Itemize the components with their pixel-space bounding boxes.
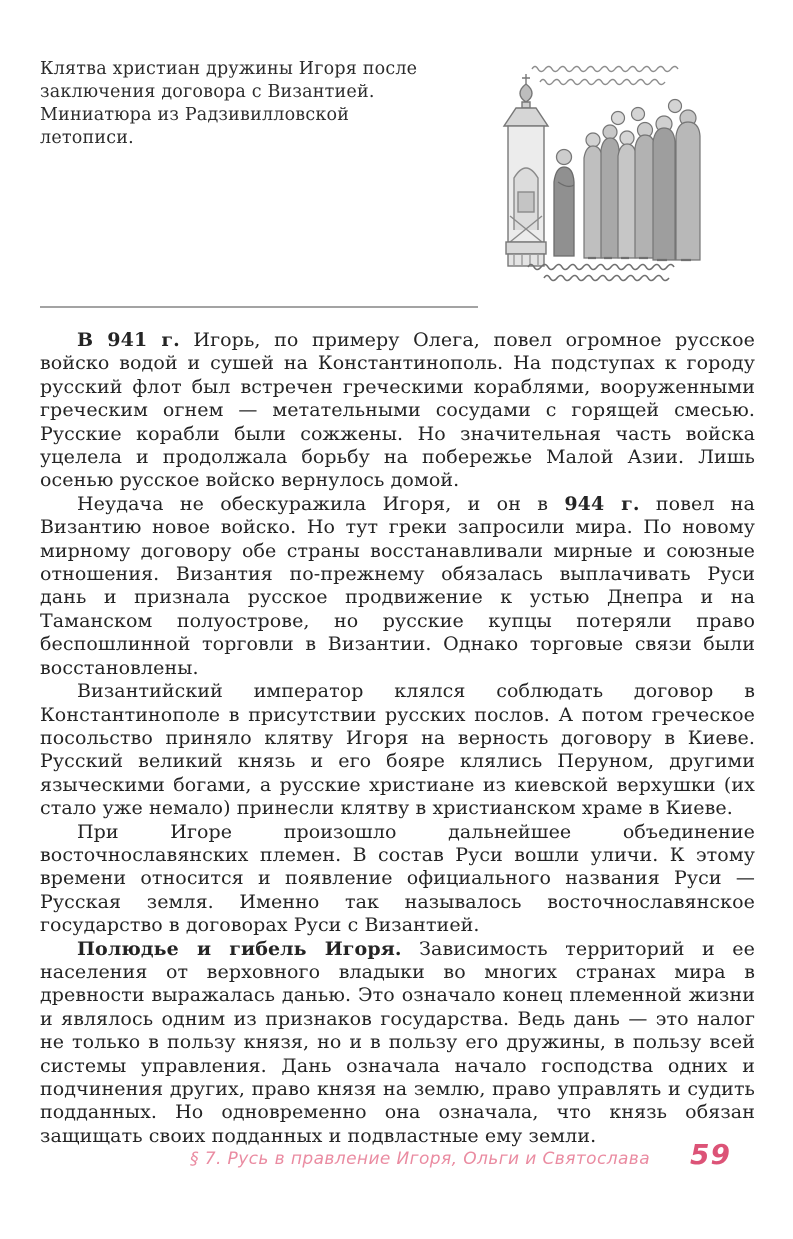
priest-figure-sketch xyxy=(554,150,574,257)
church-tower-sketch xyxy=(504,74,548,266)
paragraph-unification: При Игоре произошло дальнейшее объединение восточнославянских племен. В состав Руси вошли уличи. К этому времени относится и появление официального названия Руси — Русская земля. Именно так называлось восточнославянское государство в договорах Руси с Византией. xyxy=(40,820,755,937)
chronicle-miniature-illustration xyxy=(498,60,713,282)
caption-line: заключения договора с Византией. xyxy=(40,82,375,102)
caption-line: Клятва христиан дружины Игоря после xyxy=(40,59,418,79)
paragraph-oath: Византийский император клялся соблюдать договор в Константинополе в присутствии русских послов. А потом греческое посольство приняло клятву Игоря на верность договору в Киеве. Русский великий князь и его бояре клялись Перуном, другими языческими богами, а русские христиане из киевской верхушки (их стало уже немало) принесли клятву в христианском храме в Киеве. xyxy=(40,680,755,820)
page-content xyxy=(40,58,755,1148)
paragraph-polyudye: Полюдье и гибель Игоря. Зависимость территорий и ее населения от верховного владыки во многих странах мира в древности выражалась данью. Это означало конец племенной жизни и являлось одним из признаков государства. Ведь дань — это налог не только в пользу князя, но и в пользу его дружины, в пользу всей системы управления. Дань означала начало господства одних и подчинения других, право князя на землю, право управлять и судить подданных. Но одновременно она означала, что князь обязан защищать своих подданных и подвластные ему земли. xyxy=(40,937,755,1147)
caption-divider xyxy=(40,306,478,308)
page-footer xyxy=(190,1138,731,1171)
body-text xyxy=(40,329,755,1148)
page-number: 59 xyxy=(690,1138,731,1171)
footer-section-title: § 7. Русь в правление Игоря, Ольги и Святослава xyxy=(190,1149,651,1169)
chronicle-miniature xyxy=(498,60,713,282)
caption-line: летописи. xyxy=(40,128,134,148)
paragraph-944-treaty: Неудача не обескуражила Игоря, и он в 944 г. повел на Византию новое войско. Но тут греки запросили мира. По новому мирному договору обе страны восстанавливали мирные и союзные отношения. Византия по-прежнему обязалась выплачивать Руси дань и признала русское продвижение к устью Днепра и на Таманском полуострове, но русские купцы потеряли право беспошлинной торговли в Византии. Однако торговые связи были восстановлены. xyxy=(40,492,755,679)
paragraph-941-campaign: В 941 г. Игорь, по примеру Олега, повел огромное русское войско водой и сушей на Константинополь. На подступах к городу русский флот был встречен греческими кораблями, вооруженными греческим огнем — метательными сосудами с горящей смесью. Русские корабли были сожжены. Но значительная часть войска уцелела и продолжала борьбу на побережье Малой Азии. Лишь осенью русское войско вернулось домой. xyxy=(40,329,755,492)
crowd-figures-sketch xyxy=(584,100,700,261)
caption-line: Миниатюра из Радзивилловской xyxy=(40,105,350,125)
